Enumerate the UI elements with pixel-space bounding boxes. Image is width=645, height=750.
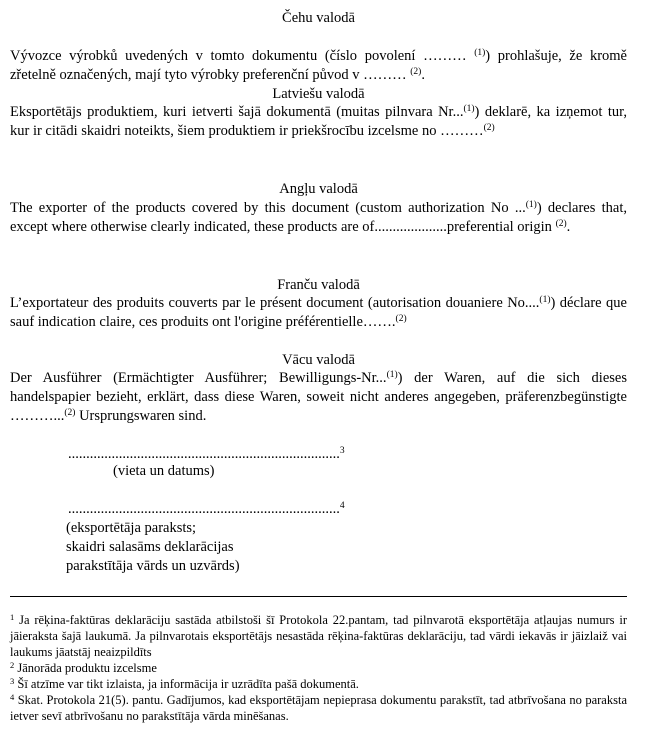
footnote-1-text: Ja rēķina-faktūras deklarāciju sastāda atbilstoši šī Protokola 22.pantam, tad pilnvarotā eksportētāja atļaujas numurs ir jāieraksta šajā laukumā. Ja pilnvarotais eksportētājs nesastāda rēķina-faktūras deklarāciju, tad vārdi iekavās ir jāizlaiž vai laukums jāatstāj neaizpildīts bbox=[10, 613, 627, 659]
place-date-dots: ........................................................................... bbox=[68, 446, 340, 462]
footnote-2-text: Jānorāda produktu izcelsme bbox=[14, 661, 157, 675]
paragraph-latvian bbox=[10, 103, 627, 141]
signature-dots: ........................................................................... bbox=[68, 501, 340, 517]
footnote-divider bbox=[10, 596, 627, 597]
french-note-1: (1) bbox=[539, 295, 551, 305]
heading-french: Franču valodā bbox=[277, 277, 360, 293]
english-note-2: (2) bbox=[555, 219, 567, 229]
french-note-2: (2) bbox=[395, 314, 407, 324]
latvian-note-2: (2) bbox=[483, 123, 495, 133]
footnote-1-number: 1 bbox=[10, 612, 15, 622]
french-text-2: ) déclare que sauf indication claire, ces produits ont l'origine préférentielle……. bbox=[10, 295, 627, 330]
heading-german: Vācu valodā bbox=[282, 352, 355, 368]
czech-note-2: (2) bbox=[410, 67, 422, 77]
french-text-1: L’exportateur des produits couverts par le présent document (autorisation douaniere No.... bbox=[10, 295, 540, 311]
footnote-1 bbox=[10, 612, 627, 660]
heading-latvian: Latviešu valodā bbox=[272, 86, 365, 102]
footnote-2 bbox=[10, 660, 627, 676]
place-date-note: 3 bbox=[339, 446, 345, 456]
place-date-line bbox=[68, 445, 345, 463]
paragraph-czech bbox=[10, 47, 627, 85]
paragraph-german bbox=[10, 369, 627, 426]
footnotes bbox=[10, 612, 627, 724]
place-date-label: (vieta un datums) bbox=[113, 463, 215, 479]
german-note-1: (1) bbox=[386, 370, 398, 380]
heading-czech: Čehu valodā bbox=[282, 10, 355, 26]
english-text-3: . bbox=[566, 219, 571, 235]
footnote-3 bbox=[10, 676, 627, 692]
czech-text-2: ) prohlašuje, že kromě zřetelně označených, mají tyto výrobky preferenční původ v ……… bbox=[10, 48, 627, 83]
signature-line bbox=[68, 500, 345, 518]
czech-note-1: (1) bbox=[474, 48, 486, 58]
footnote-4-number: 4 bbox=[10, 692, 15, 702]
footnote-4 bbox=[10, 692, 627, 724]
footnote-4-text: Skat. Protokola 21(5). pantu. Gadījumos, kad eksportētājam nepieprasa dokumentu parakstīt, tad atbrīvošana no paraksta ietver sevī atbrīvošanu no parakstītāja vārda minēšanas. bbox=[10, 693, 627, 723]
latvian-text-2: ) deklarē, ka izņemot tur, kur ir citādi skaidri noteikts, šiem produktiem ir priekšrocību izcelsme no ……… bbox=[10, 104, 627, 139]
english-note-1: (1) bbox=[525, 200, 537, 210]
latvian-text-1: Eksportētājs produktiem, kuri ietverti šajā dokumentā (muitas pilnvara Nr... bbox=[10, 104, 464, 120]
paragraph-english bbox=[10, 199, 627, 237]
english-text-1: The exporter of the products covered by this document (custom authorization No ... bbox=[10, 200, 526, 216]
signature-caption-1: (eksportētāja paraksts; bbox=[66, 520, 197, 536]
czech-text-3: . bbox=[421, 67, 425, 83]
footnote-2-number: 2 bbox=[10, 660, 15, 670]
signature-note: 4 bbox=[339, 501, 345, 511]
latvian-note-1: (1) bbox=[463, 104, 475, 114]
signature-caption-2: skaidri salasāms deklarācijas bbox=[66, 539, 234, 555]
heading-english: Angļu valodā bbox=[279, 181, 358, 197]
footnote-3-text: Šī atzīme var tikt izlaista, ja informācija ir uzrādīta pašā dokumentā. bbox=[14, 677, 359, 691]
german-note-2: (2) bbox=[64, 408, 76, 418]
footnote-3-number: 3 bbox=[10, 676, 15, 686]
paragraph-french bbox=[10, 294, 627, 332]
german-text-1: Der Ausführer (Ermächtigter Ausführer; Bewilligungs-Nr... bbox=[10, 370, 387, 386]
signature-caption-3: parakstītāja vārds un uzvārds) bbox=[66, 558, 240, 574]
czech-text-1: Vývozce výrobků uvedených v tomto dokumentu (číslo povolení ……… bbox=[10, 48, 475, 64]
german-text-3: Ursprungswaren sind. bbox=[75, 408, 207, 424]
german-text-2: ) der Waren, auf die sich dieses handelspapier bezieht, erklärt, dass diese Waren, soweit nicht anderes angegeben, präferenzbegünstigte ………... bbox=[10, 370, 627, 424]
english-text-2: ) declares that, except where otherwise clearly indicated, these products are of....................preferential origin bbox=[10, 200, 627, 235]
